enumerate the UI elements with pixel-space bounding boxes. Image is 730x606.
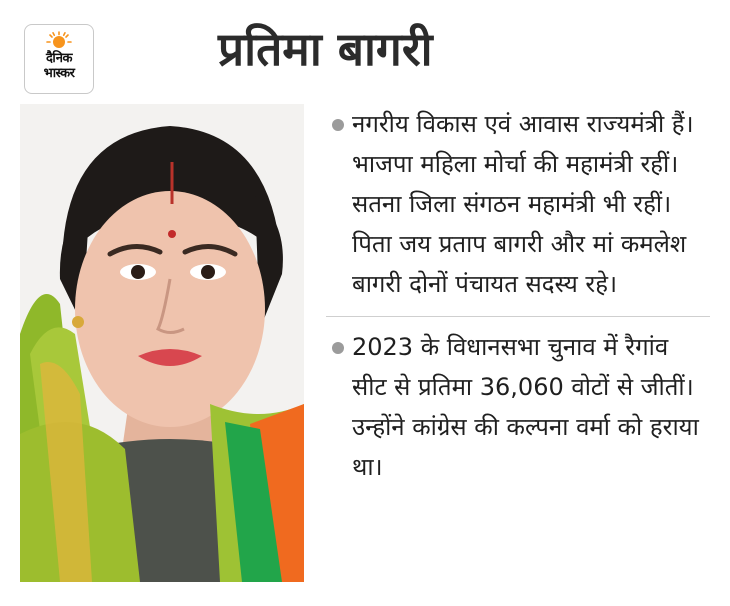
list-item — [326, 327, 710, 487]
portrait-illustration — [20, 104, 304, 582]
divider — [326, 316, 710, 317]
dainik-bhaskar-logo — [24, 24, 94, 94]
sun-icon — [46, 31, 72, 51]
bullet-text: 2023 के विधानसभा चुनाव में रैगांव सीट से प्रतिमा 36,060 वोटों से जीतीं। उन्होंने कांग्रेस की कल्पना वर्मा को हराया था। — [352, 333, 699, 481]
page-title: प्रतिमा बागरी — [218, 22, 433, 76]
portrait-photo — [20, 104, 304, 582]
bullet-text: नगरीय विकास एवं आवास राज्यमंत्री हैं। भाजपा महिला मोर्चा की महामंत्री रहीं। सतना जिला संगठन महामंत्री भी रहीं। पिता जय प्रताप बागरी और मां कमलेश बागरी दोनों पंचायत सदस्य रहे। — [352, 110, 694, 298]
bullet-dot-icon — [332, 119, 344, 131]
bullet-dot-icon — [332, 342, 344, 354]
info-list — [326, 104, 710, 487]
list-item — [326, 104, 710, 304]
logo-text-line-2: भास्कर — [43, 66, 75, 81]
logo-text-line-1: दैनिक — [46, 51, 72, 66]
